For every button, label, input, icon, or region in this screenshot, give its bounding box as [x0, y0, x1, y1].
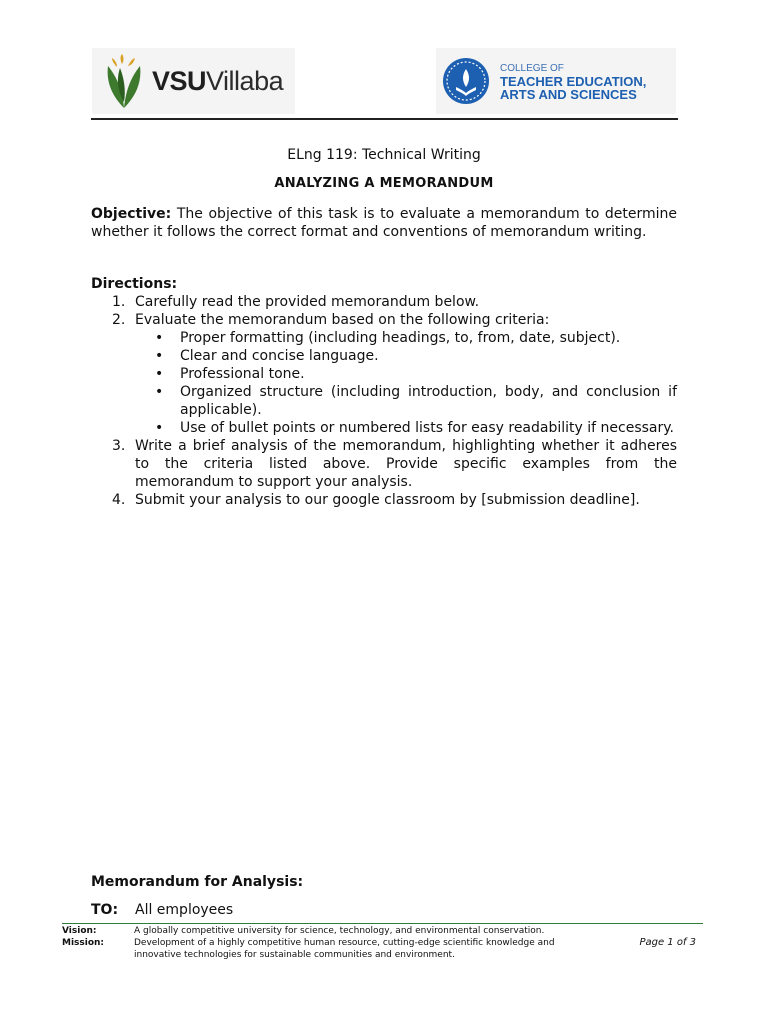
- list-item: 1. Carefully read the provided memorandum below.: [112, 294, 480, 310]
- bullet-icon: •: [155, 348, 164, 364]
- bullet-icon: •: [155, 330, 164, 346]
- memo-to-line: [91, 902, 233, 918]
- footer-divider: [62, 923, 703, 924]
- objective-label: Objective:: [91, 206, 172, 222]
- mission-text: Development of a highly competitive human resource, cutting-edge scientific knowledge and innovative technologies for sustainable communities and environment.: [134, 938, 555, 960]
- mission-label: Mission:: [62, 938, 105, 948]
- college-name: COLLEGE OF TEACHER EDUCATION, ARTS AND SCIENCES: [500, 62, 647, 102]
- logo-wordmark: VSUVillaba: [152, 65, 284, 96]
- list-item: 3. Write a brief analysis of the memorandum, highlighting whether it adheres to the criteria listed above. Provide specific examples from the memorandum to support your analysis.: [112, 438, 677, 490]
- document-title: ANALYZING A MEMORANDUM: [274, 176, 494, 191]
- criteria-item: • Use of bullet points or numbered lists for easy readability if necessary.: [155, 420, 674, 436]
- vision-label: Vision:: [62, 926, 97, 936]
- list-item: 2. Evaluate the memorandum based on the following criteria: • Proper formatting (including headings, to, from, date, subject). • Clear and concise language. • Professional tone. • Organized structure (including introduction, body, and conclusion if applicable). • Use of bullet points or numbered lists for easy readability if necessary.: [112, 312, 677, 436]
- objective-paragraph: [91, 205, 677, 241]
- leaf-emblem-icon: [98, 52, 150, 110]
- list-item: 4. Submit your analysis to our google classroom by [submission deadline].: [112, 492, 640, 508]
- college-seal-icon: [442, 57, 490, 105]
- memo-heading: Memorandum for Analysis:: [91, 874, 304, 890]
- criteria-item: • Organized structure (including introduction, body, and conclusion if applicable).: [155, 384, 677, 418]
- course-title: ELng 119: Technical Writing: [287, 147, 481, 163]
- criteria-list: [135, 329, 677, 437]
- cteas-logo: [436, 48, 676, 114]
- header-divider: [91, 118, 678, 120]
- criteria-item: • Clear and concise language.: [155, 348, 379, 364]
- bullet-icon: •: [155, 420, 164, 436]
- directions-heading: Directions:: [91, 276, 178, 292]
- page-number: Page 1 of 3: [639, 937, 696, 948]
- directions-list: [91, 293, 677, 509]
- to-label: TO:: [91, 902, 119, 918]
- vsu-villaba-logo: [92, 48, 295, 114]
- to-value: All employees: [135, 902, 234, 918]
- bullet-icon: •: [155, 384, 164, 400]
- criteria-item: • Professional tone.: [155, 366, 305, 382]
- criteria-item: • Proper formatting (including headings, to, from, date, subject).: [155, 330, 621, 346]
- bullet-icon: •: [155, 366, 164, 382]
- vision-text: A globally competitive university for science, technology, and environmental conservation.: [134, 926, 545, 936]
- objective-text: The objective of this task is to evaluate a memorandum to determine whether it follows the correct format and conventions of memorandum writing.: [91, 206, 677, 240]
